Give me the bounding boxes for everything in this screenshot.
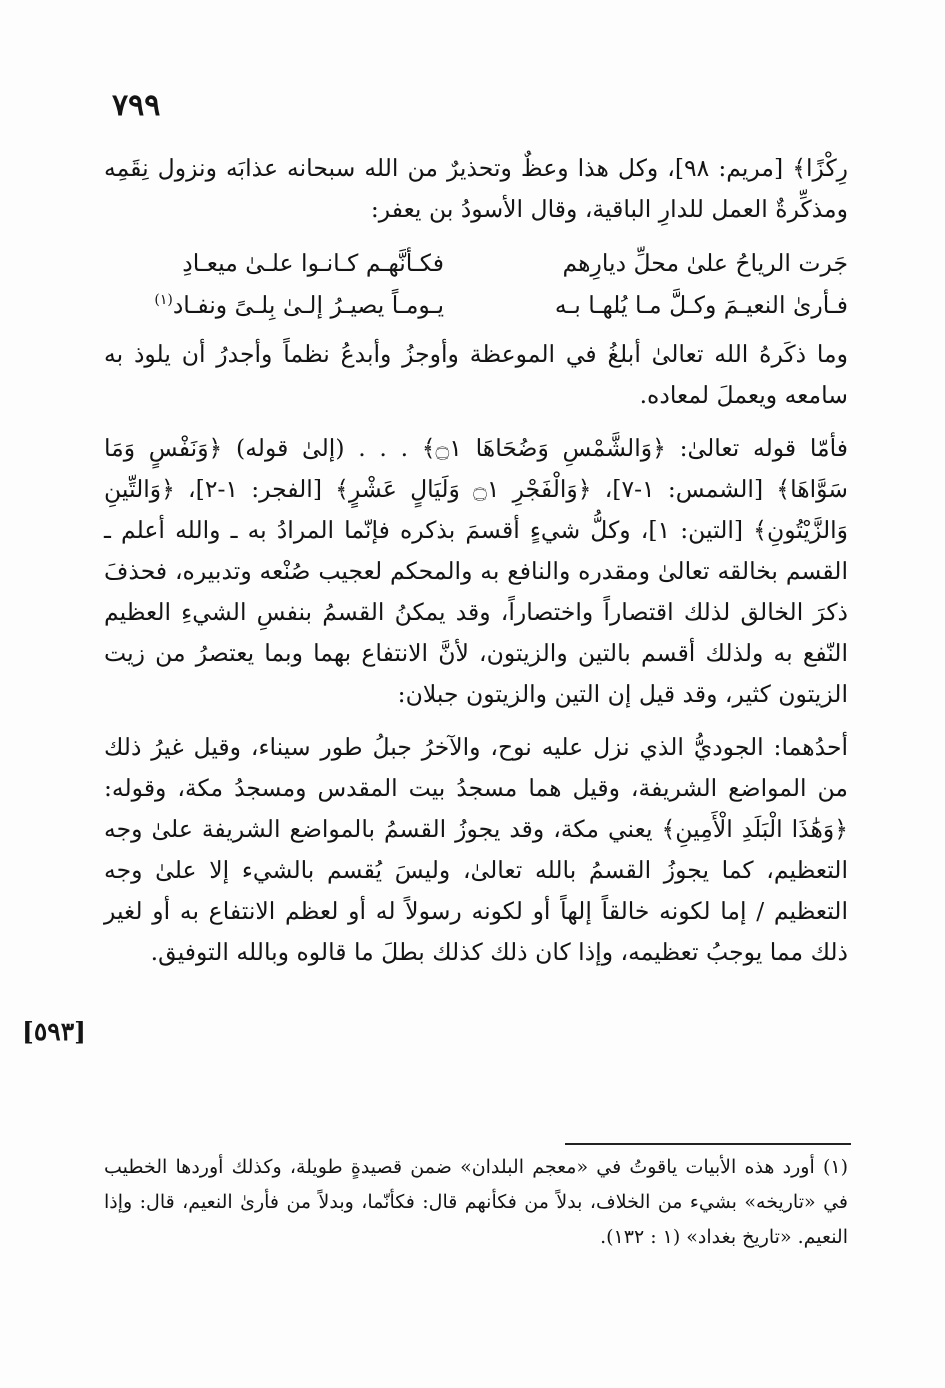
poem-verse-2 [104,284,848,326]
verse-2-second-hemistich: يـومـاً يصيـرُ إلـىٰ بِلـىً ونفـاد [172,291,444,319]
paragraph-2: وما ذكَرهُ الله تعالىٰ أبلغُ في الموعظة وأوجزُ وأبدعُ نظماً وأجدرُ أن يلوذ به سامعه ويعملَ لمعاده. [104,340,848,409]
paragraph-4: أحدُهما: الجوديُّ الذي نزل عليه نوح، والآخرُ جبلُ طور سيناء، وقيل غيرُ ذلك من المواضع الشريفة، وقيل هما مسجدُ بيت المقدس ومسجدُ مكة، وقوله: ﴿وَهَٰذَا الْبَلَدِ الْأَمِينِ﴾ يعني مكة، وقد يجوزُ القسمُ بالمواضع الشريفة علىٰ وجه التعظيم، كما يجوزُ القسمُ بالله تعالىٰ، وليسَ يُقسم بالشيء إلا علىٰ وجه التعظيم / إما لكونه خالقاً إلهاً أو لكونه رسولاً له أو لعظم الانتفاع به أو لغير ذلك مما يوجبُ تعظيمه، وإذا كان ذلك كذلك بطلَ ما قالوه وبالله التوفيق. [104,733,848,966]
footnote-marker: (١) [154,292,173,309]
poem-verse-1 [104,242,848,284]
verse-1-first-hemistich: جَرت الرياحُ علىٰ محلِّ ديارِهم [562,249,848,277]
verse-2-second-hemistich-wrap [104,284,444,326]
verse-2-first-hemistich: فـأرىٰ النعيـمَ وكـلَّ مـا يُلهـا بـه [554,291,848,319]
page-number: ٧٩٩ [112,88,161,123]
main-text [104,148,848,973]
margin-page-reference: [٥٩٣] [22,1017,86,1046]
paragraph-1: رِكْزًا﴾ [مريم: ٩٨]، وكل هذا وعظٌ وتحذيرٌ من الله سبحانه عذابَه ونزول نِقَمِه ومذكِّرةٌ العمل للدارِ الباقية، وقال الأسودُ بن يعفر: [104,154,848,223]
footnote-text: (١) أورد هذه الأبيات ياقوتُ في «معجم البلدان» ضمن قصيدةٍ طويلة، وكذلك أوردها الخطيب في «تاريخه» بشيء من الخلاف، بدلاً من فكأنهم قال: فكأنّما، وبدلاً من فأرىٰ النعيم، قال: وإذا النعيم. «تاريخ بغداد» (١ : ١٣٢). [104,1156,848,1248]
poem [104,242,848,326]
verse-1-second-hemistich: فكـأنَّهـم كـانـوا علـىٰ ميعـادِ [182,249,444,277]
paragraph-3: فأمّا قوله تعالىٰ: ﴿وَالشَّمْسِ وَضُحَاهَا ۝١﴾ . . . (إلىٰ قوله) ﴿وَنَفْسٍ وَمَا سَوَّاهَا﴾ [الشمس: ١-٧]، ﴿وَالْفَجْرِ ۝١ وَلَيَالٍ عَشْرٍ﴾ [الفجر: ١-٢]، ﴿وَالتِّينِ وَالزَّيْتُونِ﴾ [التين: ١]، وكلُّ شيءٍ أقسمَ بذكره فإنّما المرادُ به ـ والله أعلم ـ القسم بخالقه تعالىٰ ومقدره والنافع به والمحكم لعجيب صُنْعه وتدبيره، فحذفَ ذكرَ الخالق لذلك اقتصاراً واختصاراً، وقد يمكنُ القسمُ بنفسِ الشيءِ العظيم النّفع به ولذلك أقسم بالتين والزيتون، لأنَّ الانتفاع بهما وبما يعتصرُ من زيت الزيتون كثير، وقد قيل إن التين والزيتون جبلان: [104,434,848,708]
footnote [104,1150,848,1255]
footnote-separator [565,1143,851,1145]
